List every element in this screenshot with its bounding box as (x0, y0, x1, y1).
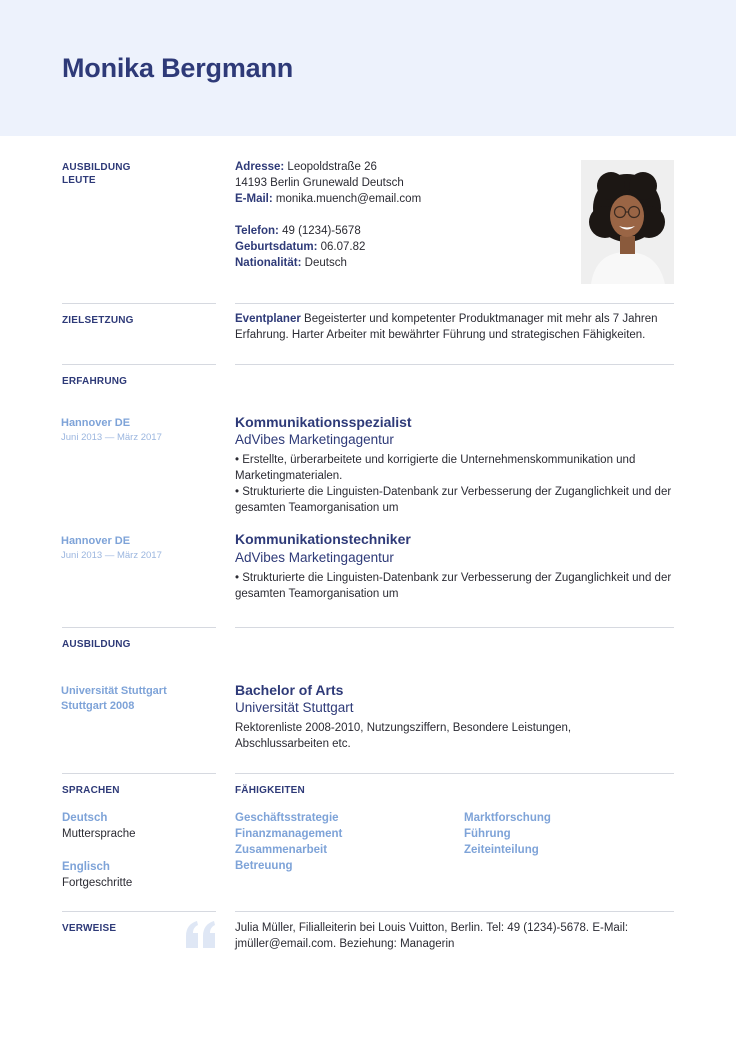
job-title: Kommunikationstechniker (235, 531, 411, 547)
sidebar-label-people: LEUTE (62, 175, 96, 186)
section-label-objective: ZIELSETZUNG (62, 315, 134, 326)
references-text: Julia Müller, Filialleiterin bei Louis Vuitton, Berlin. Tel: 49 (1234)-5678. E-Mail: jmüller@email.com. Beziehung: Managerin (235, 922, 629, 950)
education-school: Universität Stuttgart (61, 685, 167, 697)
job-bullets (235, 570, 675, 602)
divider (62, 773, 216, 774)
skill-item: Zusammenarbeit (235, 844, 328, 856)
skill-item: Zeiteinteilung (464, 844, 539, 856)
job-title: Kommunikationsspezialist (235, 414, 412, 430)
skill-item: Marktforschung (464, 812, 551, 824)
phone-label: Telefon: (235, 225, 279, 237)
job-location: Hannover DE (61, 417, 131, 429)
skill-item: Führung (464, 828, 511, 840)
objective-line2: Erfahrung. Harter Arbeiter mit bewährter Führung und strategischen Fähigkeiten. (235, 329, 646, 341)
job-company: AdVibes Marketingagentur (235, 432, 394, 447)
birth-value: 06.07.82 (320, 241, 366, 253)
quote-icon (184, 920, 218, 950)
language-name: Deutsch (62, 812, 108, 824)
job-bullet: • Erstellte, ürberarbeitete und korrigierte die Unternehmenskommunikation und Marketingmaterialen. (235, 454, 636, 482)
language-level: Muttersprache (62, 828, 136, 840)
section-label-languages: SPRACHEN (62, 785, 120, 796)
email-label: E-Mail: (235, 193, 273, 205)
divider (235, 773, 674, 774)
job-location: Hannover DE (61, 535, 131, 547)
objective-lead: Eventplaner (235, 313, 301, 325)
job-company: AdVibes Marketingagentur (235, 550, 394, 565)
section-label-education: AUSBILDUNG (62, 639, 131, 650)
email-value[interactable]: monika.muench@email.com (275, 193, 422, 205)
language-name: Englisch (62, 861, 110, 873)
nationality-label: Nationalität: (235, 257, 302, 269)
address-label: Adresse: (235, 161, 285, 173)
skill-item: Finanzmanagement (235, 828, 343, 840)
candidate-name: Monika Bergmann (62, 53, 294, 83)
contact-nationality-row (235, 255, 347, 271)
skill-item: Geschäftsstrategie (235, 812, 339, 824)
job-bullet: • Strukturierte die Linguisten-Datenbank zur Verbesserung der Zuganglichkeit und der gesamten Teamorganisation um (235, 486, 672, 514)
divider (62, 627, 216, 628)
sidebar-label-education-top: AUSBILDUNG (62, 162, 131, 173)
section-label-references: VERWEISE (62, 923, 117, 934)
profile-photo (581, 160, 674, 284)
education-institution: Universität Stuttgart (235, 700, 354, 715)
birth-label: Geburtsdatum: (235, 241, 318, 253)
divider (235, 627, 674, 628)
contact-birth-row (235, 239, 365, 255)
divider (235, 911, 674, 912)
education-place-year: Stuttgart 2008 (61, 700, 135, 712)
contact-address-line1 (235, 159, 377, 175)
job-bullet: • Strukturierte die Linguisten-Datenbank zur Verbesserung der Zuganglichkeit und der gesamten Teamorganisation um (235, 572, 672, 600)
divider (62, 303, 216, 304)
divider (235, 364, 674, 365)
divider (235, 303, 674, 304)
objective-text (235, 311, 675, 343)
divider (62, 911, 216, 912)
phone-value: 49 (1234)-5678 (282, 225, 361, 237)
job-bullets (235, 452, 675, 516)
contact-phone-row (235, 223, 361, 239)
job-dates: Juni 2013 — März 2017 (61, 432, 162, 443)
contact-address-line2: 14193 Berlin Grunewald Deutsch (235, 177, 404, 189)
divider (62, 364, 216, 365)
education-degree: Bachelor of Arts (235, 682, 344, 698)
section-label-skills: FÄHIGKEITEN (235, 785, 305, 796)
language-level: Fortgeschritte (62, 877, 133, 889)
address-value: Leopoldstraße 26 (287, 161, 377, 173)
skill-item: Betreuung (235, 860, 293, 872)
nationality-value: Deutsch (304, 257, 347, 269)
section-label-experience: ERFAHRUNG (62, 376, 128, 387)
contact-email-row (235, 191, 421, 207)
job-dates: Juni 2013 — März 2017 (61, 550, 162, 561)
objective-line1: Begeisterter und kompetenter Produktmanager mit mehr als 7 Jahren (304, 313, 658, 325)
education-details: Rektorenliste 2008-2010, Nutzungsziffern, Besondere Leistungen, Abschlussarbeiten etc. (235, 722, 572, 750)
